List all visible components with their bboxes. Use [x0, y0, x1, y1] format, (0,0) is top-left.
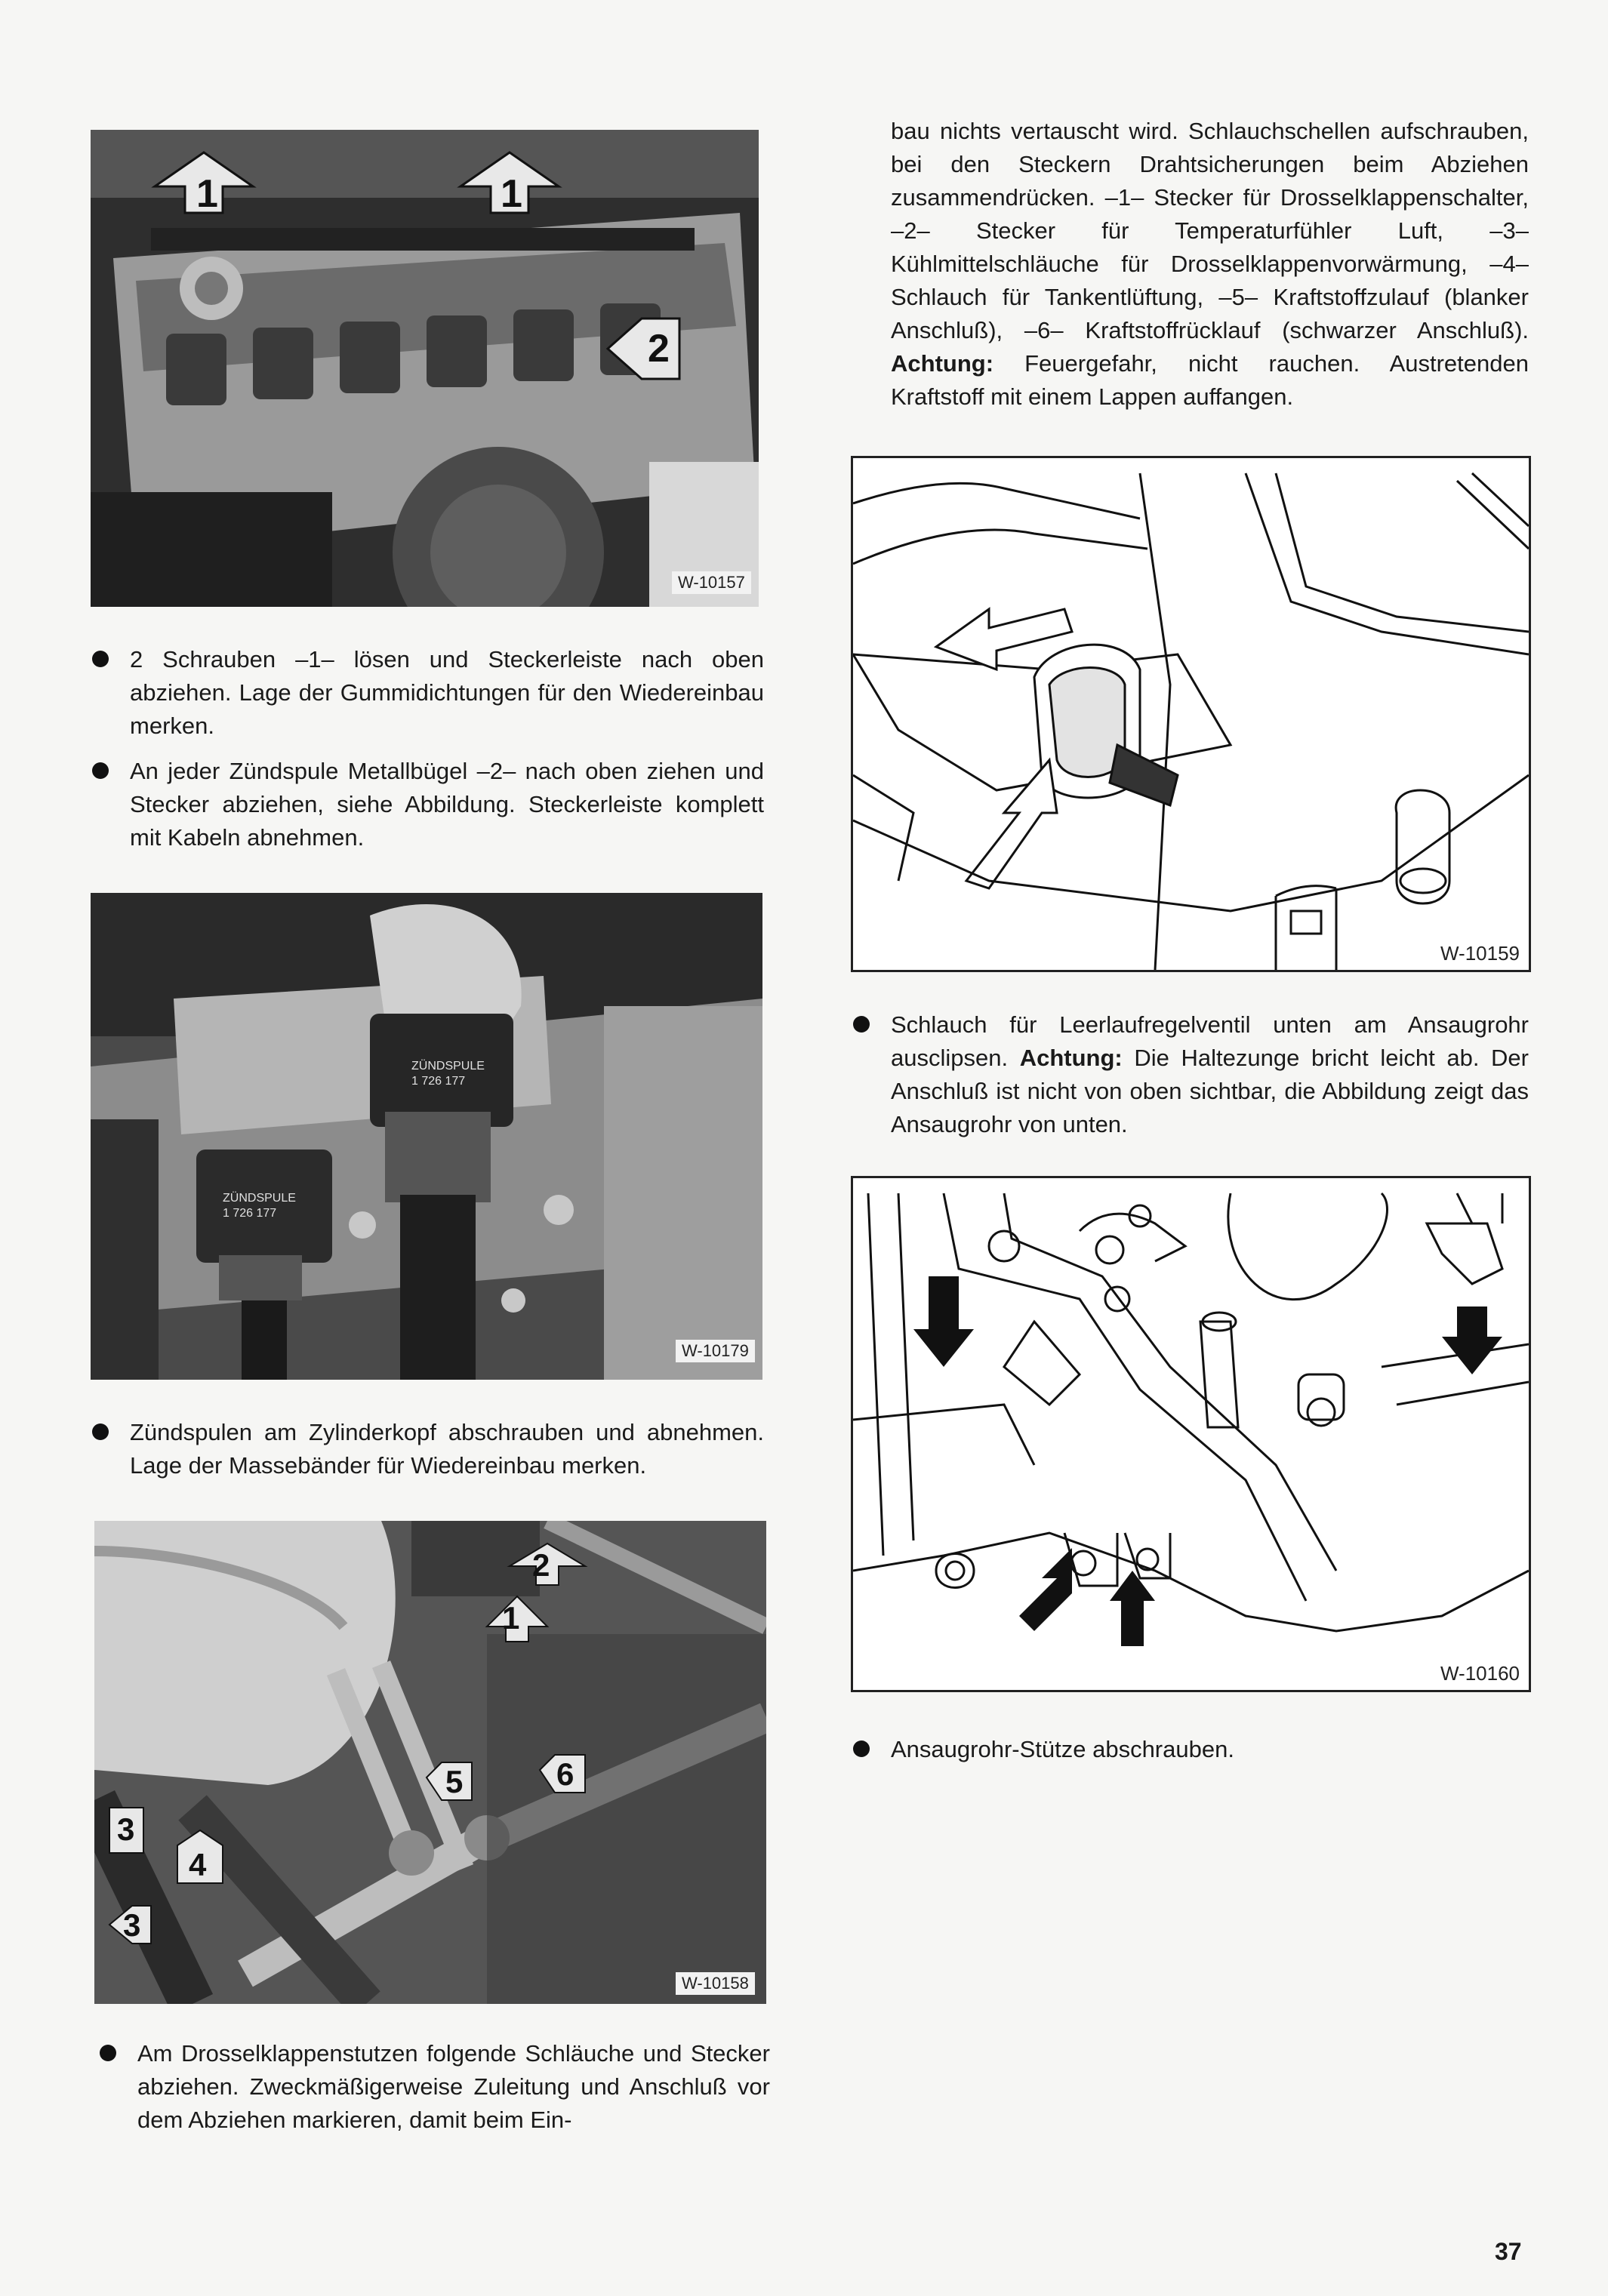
photo-throttle-body — [94, 1521, 766, 2004]
callout-1-left: 1 — [196, 172, 218, 216]
drawing-intake-support — [851, 1176, 1531, 1692]
figure-code: W-10179 — [676, 1340, 755, 1362]
attention-label: Achtung: — [1019, 1045, 1123, 1071]
pointer-arrows — [853, 1178, 1529, 1690]
continuation-paragraph — [891, 115, 1529, 414]
coil-label-number: 1 726 177 — [411, 1075, 466, 1088]
figure-code: W-10158 — [676, 1972, 755, 1995]
hose-clip-drawing — [853, 458, 1529, 970]
coil-label-number: 1 726 177 — [223, 1207, 277, 1220]
coil-label-name: ZÜNDSPULE — [411, 1060, 485, 1073]
continuation-text: bau nichts vertauscht wird. Schlauchschellen aufschrauben, bei den Steckern Drahtsicherungen beim Abziehen zusammendrücken. –1– Stecker für Drosselklappenschalter, –2– Stecker für Temperaturfühler Luft, –3– Kühlmittelschläuche für Drosselklappenvorwärmung, –4– Schlauch für Tankentlüftung, –5– Kraftstoffzulauf (blanker Anschluß), –6– Kraftstoffrücklauf (schwarzer Anschluß). — [891, 118, 1529, 343]
bullet-intake-support: Ansaugrohr-Stütze abschrauben. — [891, 1733, 1529, 1766]
attention-label: Achtung: — [891, 350, 994, 377]
attention-text: Feuergefahr, nicht rauchen. Austretenden Kraftstoff mit einem Lappen auffangen. — [891, 350, 1529, 410]
callout-6: 6 — [556, 1756, 575, 1792]
callout-5: 5 — [445, 1764, 464, 1799]
bullet-throttle-body: Am Drosselklappenstutzen folgende Schläuche und Stecker abziehen. Zweckmäßigerweise Zuleitung und Anschluß vor dem Abziehen markieren, damit beim Ein- — [137, 2037, 770, 2137]
callout-4: 4 — [189, 1847, 207, 1882]
figure-code: W-10160 — [1436, 1660, 1524, 1687]
callout-1-right: 1 — [501, 172, 522, 216]
coil-label-name: ZÜNDSPULE — [223, 1192, 296, 1205]
coil-label-2 — [223, 1191, 296, 1221]
callout-3-bottom: 3 — [123, 1907, 141, 1943]
page-number: 37 — [1495, 2238, 1522, 2265]
idle-hose-text: Schlauch für Leerlaufregelventil unten am Ansaugrohr ausclipsen. — [891, 1011, 1529, 1071]
coil-plug-photo-graphic — [91, 893, 762, 1380]
photo-ignition-coil-plug — [91, 893, 762, 1380]
callout-1: 1 — [502, 1600, 520, 1636]
drawing-hose-clip — [851, 456, 1531, 972]
figure-code: W-10159 — [1436, 940, 1524, 967]
callout-arrows — [94, 1521, 766, 2004]
bullet-remove-clip: An jeder Zündspule Metallbügel –2– nach oben ziehen und Stecker abziehen, siehe Abbildung. Steckerleiste komplett mit Kabeln abnehmen. — [130, 755, 764, 854]
bullet-idle-valve-hose — [891, 1008, 1529, 1141]
idle-hose-note: Die Haltezunge bricht leicht ab. Der Anschluß ist nicht von oben sichtbar, die Abbildung zeigt das Ansaugrohr von unten. — [891, 1045, 1529, 1137]
bullet-remove-screws: 2 Schrauben –1– lösen und Steckerleiste nach oben abziehen. Lage der Gummidichtungen für den Wiedereinbau merken. — [130, 643, 764, 743]
photo-coil-rail — [91, 130, 759, 607]
coil-label-1 — [411, 1059, 485, 1089]
callout-3-top: 3 — [117, 1811, 135, 1847]
figure-code: W-10157 — [672, 571, 751, 594]
callout-2: 2 — [648, 327, 670, 371]
callout-2: 2 — [532, 1547, 550, 1583]
bullet-remove-coils: Zündspulen am Zylinderkopf abschrauben und abnehmen. Lage der Massebänder für Wiedereinbau merken. — [130, 1416, 764, 1482]
